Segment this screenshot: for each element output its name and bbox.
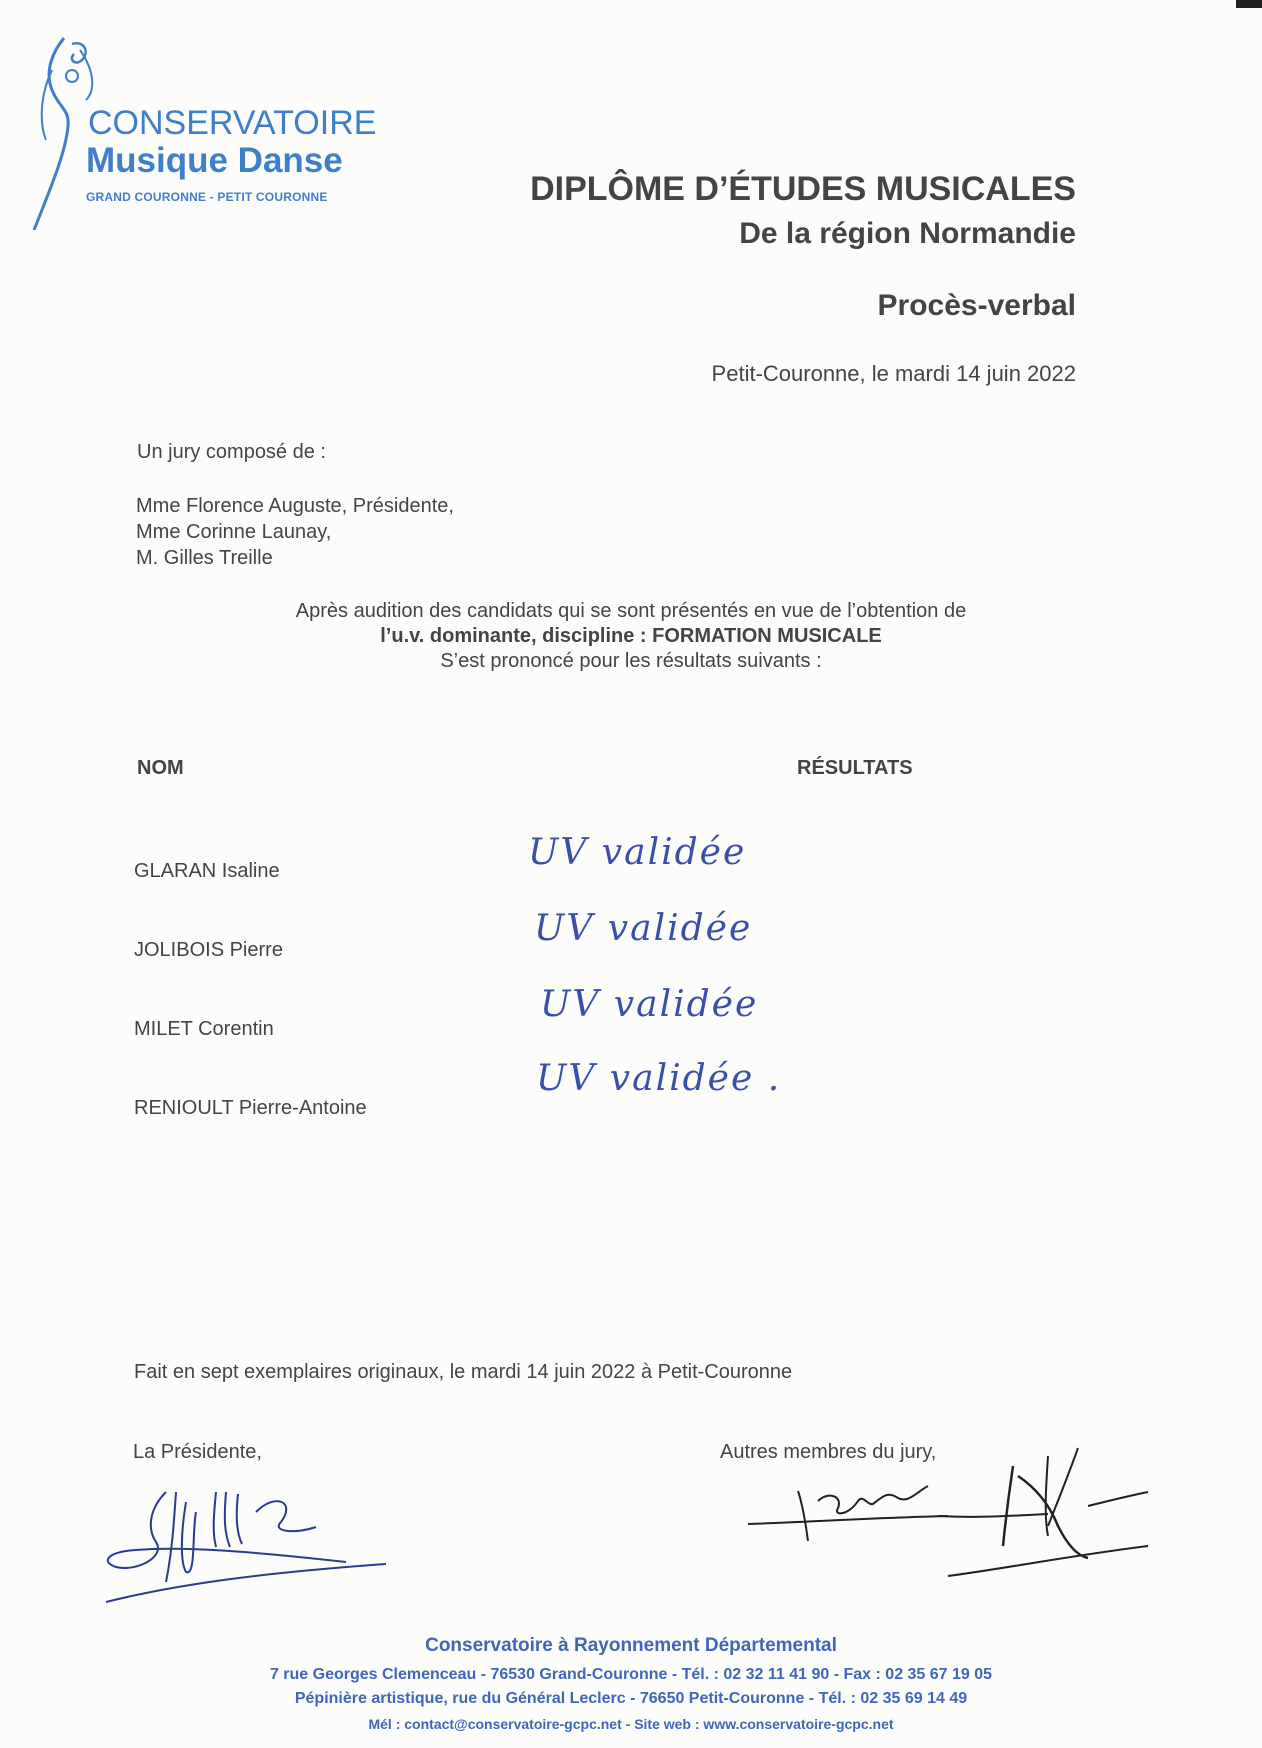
jury-member: Mme Corinne Launay, xyxy=(136,521,332,543)
handwritten-result: UV validée xyxy=(528,832,747,873)
jury-member: Mme Florence Auguste, Présidente, xyxy=(136,495,454,517)
closing-statement: Fait en sept exemplaires originaux, le mardi 14 juin 2022 à Petit-Couronne xyxy=(134,1361,793,1383)
candidate-name: JOLIBOIS Pierre xyxy=(134,939,283,961)
footer-address-1: 7 rue Georges Clemenceau - 76530 Grand-Couronne - Tél. : 02 32 11 41 90 - Fax : 02 35 67 19 05 xyxy=(269,1666,993,1683)
document-title: DIPLÔME D’ÉTUDES MUSICALES xyxy=(530,170,1076,208)
logo-line-3: GRAND COURONNE - PETIT COURONNE xyxy=(86,190,328,204)
handwritten-result: UV validée . xyxy=(536,1058,782,1099)
other-members-label: Autres membres du jury, xyxy=(720,1441,937,1463)
candidate-name: RENIOULT Pierre-Antoine xyxy=(134,1097,367,1119)
column-header-result: RÉSULTATS xyxy=(797,757,913,779)
column-header-name: NOM xyxy=(137,757,184,779)
scan-artifact xyxy=(1236,0,1262,8)
handwritten-result: UV validée xyxy=(534,908,753,949)
handwritten-result: UV validée xyxy=(540,984,759,1025)
footer-contact: Mél : contact@conservatoire-gcpc.net - Site web : www.conservatoire-gcpc.net xyxy=(368,1716,894,1732)
logo-line-1: CONSERVATOIRE xyxy=(88,104,377,142)
audition-line-3: S’est prononcé pour les résultats suivants : xyxy=(440,650,822,672)
footer-address-2: Pépinière artistique, rue du Général Leclerc - 76650 Petit-Couronne - Tél. : 02 35 69 14 49 xyxy=(294,1690,968,1707)
jury-members-list xyxy=(136,493,454,571)
jury-signatures xyxy=(748,1446,1158,1591)
candidate-name: GLARAN Isaline xyxy=(134,860,280,882)
jury-member: M. Gilles Treille xyxy=(136,547,273,569)
logo-line-2: Musique Danse xyxy=(86,141,343,180)
audition-line-1: Après audition des candidats qui se sont présentés en vue de l’obtention de xyxy=(295,600,967,622)
document-subtitle: De la région Normandie xyxy=(739,217,1076,250)
audition-statement xyxy=(0,599,1262,674)
audition-line-2: l’u.v. dominante, discipline : FORMATION MUSICALE xyxy=(380,625,882,647)
candidate-name: MILET Corentin xyxy=(134,1018,274,1040)
jury-intro: Un jury composé de : xyxy=(137,441,326,463)
document-type: Procès-verbal xyxy=(877,289,1076,322)
footer-institution: Conservatoire à Rayonnement Départemental xyxy=(425,1635,837,1656)
president-label: La Présidente, xyxy=(133,1441,262,1463)
president-signature xyxy=(96,1472,396,1627)
place-date: Petit-Couronne, le mardi 14 juin 2022 xyxy=(711,361,1076,386)
